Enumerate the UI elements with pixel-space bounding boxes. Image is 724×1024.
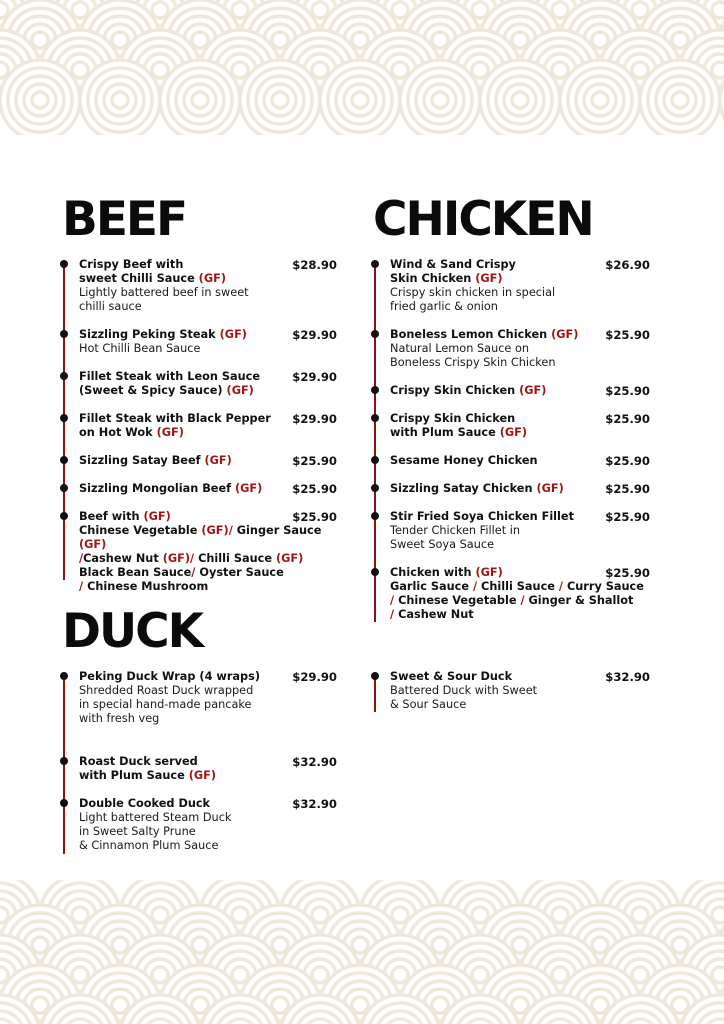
section-title-chicken: CHICKEN [373,192,593,247]
gf-tag: (GF) [201,524,229,537]
menu-item [79,797,337,853]
gf-tag: (GF) [226,384,254,397]
gf-tag: (GF) [219,328,247,341]
separator: / [191,566,196,579]
bullet-dot [371,260,379,268]
gf-tag: (GF) [475,566,503,579]
duck-column-left [79,670,337,855]
item-price: $28.90 [292,258,337,272]
item-desc: Lightly battered beef in sweet chilli sauce [79,286,249,313]
wave-pattern-top [0,0,724,135]
item-desc: Light battered Steam Duck in Sweet Salty Prune & Cinnamon Plum Sauce [79,811,232,852]
menu-item [390,566,650,622]
gf-tag: (GF) [536,482,564,495]
gf-tag: (GF) [188,769,217,782]
gf-tag: (GF) [79,538,107,551]
menu-item [79,510,337,594]
menu-item [79,670,337,726]
menu-item [390,258,650,314]
bullet-dot [371,456,379,464]
wave-pattern-bottom [0,880,724,1024]
item-price: $25.90 [605,566,650,580]
separator: / [228,524,233,537]
separator: / [79,552,84,565]
item-name: Crispy Skin Chicken with Plum Sauce (GF) [390,412,528,439]
item-price: $32.90 [292,755,337,769]
item-price: $25.90 [292,454,337,468]
item-name: Sesame Honey Chicken [390,454,538,467]
beef-column [79,258,337,593]
item-price: $32.90 [605,670,650,684]
item-price: $29.90 [292,370,337,384]
item-price: $25.90 [605,412,650,426]
bullet-dot [371,330,379,338]
separator: / [520,594,525,607]
item-price: $25.90 [292,482,337,496]
section-title-duck: DUCK [62,604,203,659]
item-name: Beef with (GF) Chinese Vegetable (GF)/ Ginger Sauce (GF) /Cashew Nut (GF)/ Chilli Sauce (GF) Black Bean Sauce/ Oyster Sauce / Chinese Mushroom [79,510,322,593]
menu-item [79,755,337,783]
bullet-dot [371,386,379,394]
menu-item [79,328,337,356]
separator: / [558,580,564,593]
item-desc: Crispy skin chicken in special fried garlic & onion [390,286,556,313]
item-price: $25.90 [605,328,650,342]
item-name: Fillet Steak with Leon Sauce (Sweet & Spicy Sauce) (GF) [79,370,261,397]
bullet-dot [371,414,379,422]
bullet-dot [60,330,68,338]
separator: / [190,552,195,565]
section-title-beef: BEEF [62,192,187,247]
item-name: Wind & Sand Crispy Skin Chicken (GF) [390,258,516,285]
item-name: Crispy Beef with sweet Chilli Sauce (GF) [79,258,226,285]
item-price: $29.90 [292,670,337,684]
item-price: $32.90 [292,797,337,811]
menu-item [79,482,337,496]
bullet-dot [60,372,68,380]
menu-item [79,370,337,398]
bullet-dot [371,484,379,492]
bullet-dot [60,260,68,268]
separator: / [390,608,395,621]
item-name: Sizzling Satay Beef (GF) [79,454,232,467]
item-name: Chicken with (GF) Garlic Sauce / Chilli Sauce / Curry Sauce / Chinese Vegetable / Ginger & Shallot / Cashew Nut [390,566,644,621]
item-price: $25.90 [605,454,650,468]
item-name: Peking Duck Wrap (4 wraps) [79,670,260,683]
item-price: $29.90 [292,412,337,426]
item-name: Sizzling Mongolian Beef (GF) [79,482,263,495]
item-name: Crispy Skin Chicken (GF) [390,384,547,397]
bullet-dot [60,799,68,807]
gf-tag: (GF) [235,482,263,495]
bullet-dot [60,414,68,422]
gf-tag: (GF) [143,510,171,523]
item-name: Roast Duck served with Plum Sauce (GF) [79,755,217,782]
menu-item [390,670,650,712]
item-desc: Battered Duck with Sweet & Sour Sauce [390,684,538,711]
item-name: Fillet Steak with Black Pepper on Hot Wok (GF) [79,412,271,439]
gf-tag: (GF) [551,328,579,341]
item-desc: Natural Lemon Sauce on Boneless Crispy Skin Chicken [390,342,556,369]
chicken-column [390,258,650,623]
bullet-dot [371,672,379,680]
item-desc: Shredded Roast Duck wrapped in special hand-made pancake with fresh veg [79,684,254,725]
item-name: Double Cooked Duck [79,797,211,810]
item-price: $29.90 [292,328,337,342]
item-price: $26.90 [605,258,650,272]
bullet-dot [60,512,68,520]
separator: / [79,580,84,593]
item-price: $25.90 [292,510,337,524]
duck-column-right [390,670,650,712]
gf-tag: (GF) [156,426,184,439]
item-name: Boneless Lemon Chicken (GF) [390,328,579,341]
menu-item [390,328,650,370]
menu-item [390,482,650,496]
bullet-dot [60,757,68,765]
item-name: Sizzling Satay Chicken (GF) [390,482,564,495]
gf-tag: (GF) [275,552,304,565]
item-name: Stir Fried Soya Chicken Fillet [390,510,574,523]
gf-tag: (GF) [519,384,547,397]
menu-item [79,454,337,468]
bullet-dot [60,484,68,492]
menu-item [390,384,650,398]
item-price: $25.90 [605,384,650,398]
item-desc: Hot Chilli Bean Sauce [79,342,201,355]
bullet-dot [371,568,379,576]
separator: / [390,594,395,607]
item-name: Sweet & Sour Duck [390,670,513,683]
item-price: $25.90 [605,482,650,496]
gf-tag: (GF) [198,272,226,285]
gf-tag: (GF) [162,552,191,565]
bullet-dot [60,672,68,680]
menu-item [390,412,650,440]
item-name: Sizzling Peking Steak (GF) [79,328,247,341]
menu-item [390,510,650,552]
menu-item [79,412,337,440]
gf-tag: (GF) [499,426,528,439]
item-price: $25.90 [605,510,650,524]
gf-tag: (GF) [204,454,232,467]
separator: / [472,580,478,593]
menu-item [79,258,337,314]
bullet-dot [371,512,379,520]
bullet-dot [60,456,68,464]
item-desc: Tender Chicken Fillet in Sweet Soya Sauce [390,524,521,551]
menu-item [390,454,650,468]
gf-tag: (GF) [475,272,503,285]
